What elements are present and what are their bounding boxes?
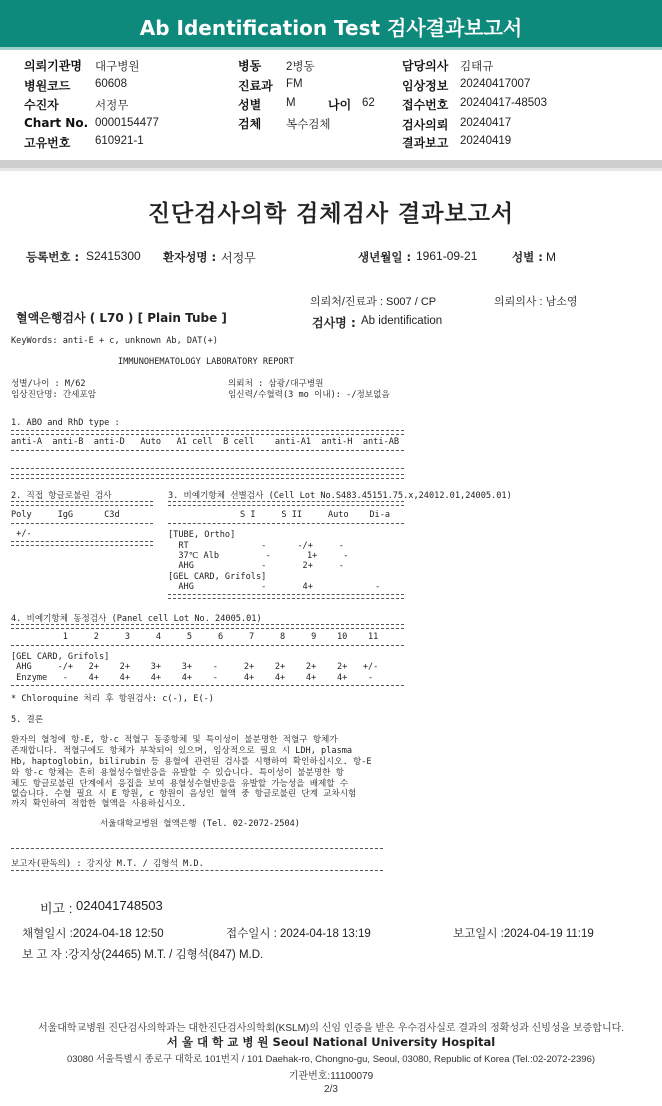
info-label: 병원코드 <box>24 79 71 93</box>
patient-value: 서정무 <box>221 251 256 265</box>
sex-label: 성별 : <box>512 250 543 264</box>
hospital-address: 03080 서울특별시 종로구 대학로 101번지 / 101 Daehak-ro, Chongno-gu, Seoul, 03080, Republic of Korea (Tel.:02-2072-2396) <box>66 1054 596 1065</box>
info-value: 김태규 <box>460 61 494 73</box>
section-conclusion: 5. 결론 <box>11 715 44 725</box>
info-label: 검체 <box>238 117 262 131</box>
birth-label: 생년월일 : <box>358 250 412 264</box>
conclusion-line: 존재합니다. 적혈구에도 항체가 부착되어 있으며, 임상적으로 필요 시 LDH, plasma <box>11 746 353 756</box>
info-label: 진료과 <box>238 79 273 93</box>
double-rule <box>11 430 404 435</box>
reg-label: 등록번호 : <box>26 250 80 264</box>
screen-row: AHG - 2+ - <box>168 561 344 571</box>
sex-age: 성별/나이 : M/62 <box>11 379 86 389</box>
header-divider <box>0 47 662 50</box>
info-value: 20240417 <box>460 117 512 129</box>
panel-columns: 1 2 3 4 5 6 7 8 9 10 11 <box>11 632 379 642</box>
section-dat: 2. 직접 항글로불린 검사 <box>11 491 112 501</box>
note-label: 비고 : <box>40 901 73 916</box>
screen-row: RT - -/+ - <box>168 541 344 551</box>
reporter-line: 보고자(판독의) : 강지상 M.T. / 김형석 M.D. <box>11 859 204 869</box>
abo-columns: anti-A anti-B anti-D Auto A1 cell B cell anti-A1 anti-H anti-AB <box>11 437 400 447</box>
rule <box>11 468 404 469</box>
screen-row: AHG - 4+ - <box>168 582 381 592</box>
panel-row: Enzyme - 4+ 4+ 4+ 4+ - 4+ 4+ 4+ 4+ - <box>11 673 374 683</box>
double-rule <box>168 501 404 506</box>
info-value: 서정무 <box>95 100 129 112</box>
conclusion-line: 체도 항글로불린 단계에서 응집을 보여 용혈성수혈반응을 유발할 가능성을 배제할 수 <box>11 779 349 789</box>
page-number: 2/3 <box>324 1084 338 1095</box>
info-label: 나이 <box>328 98 352 112</box>
patient-label: 환자성명 : <box>163 250 217 264</box>
info-label: 의뢰기관명 <box>24 59 82 73</box>
info-value: FM <box>286 78 303 90</box>
lab-title: IMMUNOHEMATOLOGY LABORATORY REPORT <box>118 357 294 367</box>
certification-note: 서울대학교병원 진단검사의학과는 대한진단검사의학회(KSLM)의 신임 인증을 받은 우수검사실로 결과의 정확성과 신빙성을 보증합니다. <box>37 1023 625 1034</box>
rule <box>11 870 383 871</box>
info-value: 0000154477 <box>95 117 159 129</box>
rule <box>11 848 383 849</box>
birth-value: 1961-09-21 <box>416 249 478 263</box>
info-value: 2병동 <box>286 61 315 73</box>
info-value: 62 <box>362 97 375 109</box>
info-label: Chart No. <box>24 116 89 130</box>
info-label: 결과보고 <box>402 136 449 150</box>
section-screen: 3. 비예기항체 선별검사 (Cell Lot No.S483.45151.75.x,24012.01,24005.01) <box>168 491 512 501</box>
panel-note: * Chloroquine 처리 후 항원검사: c(-), E(-) <box>11 694 214 704</box>
test-name-label: 검사명 : <box>312 316 356 330</box>
screen-columns: S I S II Auto Di-a <box>240 510 391 520</box>
collect-time: 채혈일시 :2024-04-18 12:50 <box>22 928 164 940</box>
section-separator-shadow <box>0 168 662 171</box>
conclusion-line: 까지 확인하여 적합한 혈액을 사용하십시오. <box>11 799 187 809</box>
info-label: 병동 <box>238 59 262 73</box>
rule <box>11 523 153 524</box>
section-panel: 4. 비예기항체 동정검사 (Panel cell Lot No. 24005.01) <box>11 614 262 624</box>
receive-time: 접수일시 : 2024-04-18 13:19 <box>226 928 371 940</box>
dat-value: +/- <box>11 529 32 539</box>
dat-columns: Poly IgG C3d <box>11 510 120 520</box>
info-value: 20240419 <box>460 135 512 147</box>
info-label: 성별 <box>238 98 262 112</box>
panel-row: [GEL CARD, Grifols] <box>11 652 110 662</box>
info-value: 60608 <box>95 78 127 90</box>
requester: 의뢰처 : 삼광/대구병원 <box>228 379 324 389</box>
section-abo: 1. ABO and RhD type : <box>11 418 120 428</box>
document-title: 진단검사의학 검체검사 결과보고서 <box>147 201 515 227</box>
conclusion-line: Hb, haptoglobin, bilirubin 등 용혈에 관련된 검사를 시행하여 확인하십시오. 항-E <box>11 757 372 767</box>
double-rule <box>168 594 404 599</box>
sex-value: M <box>546 250 556 264</box>
screen-row: [TUBE, Ortho] <box>168 530 236 540</box>
info-label: 담당의사 <box>402 59 449 73</box>
test-title: 혈액은행검사 ( L70 ) [ Plain Tube ] <box>16 311 227 325</box>
section-separator <box>0 160 662 168</box>
info-label: 고유번호 <box>24 136 71 150</box>
report-title: Ab Identification Test 검사결과보고서 <box>139 16 523 40</box>
institution-number: 기관번호:11100079 <box>288 1071 374 1082</box>
screen-row: [GEL CARD, Grifols] <box>168 572 267 582</box>
rule <box>168 523 404 524</box>
info-label: 접수번호 <box>402 98 449 112</box>
keywords: KeyWords: anti-E + c, unknown Ab, DAT(+) <box>11 336 218 346</box>
reg-value: S2415300 <box>86 249 141 263</box>
hospital-name: 서 울 대 학 교 병 원 Seoul National University Hospital <box>166 1035 496 1049</box>
report-time: 보고일시 :2024-04-19 11:19 <box>453 928 594 940</box>
conclusion-line: 없습니다. 수혈 필요 시 E 항원, c 항원이 음성인 혈액 중 항글로불린 단계 교차시험 <box>11 789 357 799</box>
conclusion-line: 환자의 혈청에 항-E, 항-c 적혈구 동종항체 및 특이성이 불분명한 적혈구 항체가 <box>11 735 338 745</box>
note-value: 024041748503 <box>76 898 163 913</box>
info-value: 20240417007 <box>460 78 531 90</box>
double-rule <box>11 501 153 506</box>
info-value: 복수검체 <box>286 119 331 131</box>
double-rule <box>11 474 404 479</box>
blood-bank-contact: 서울대학교병원 혈액은행 (Tel. 02-2072-2504) <box>100 819 300 829</box>
double-rule <box>11 541 153 546</box>
rule <box>11 450 404 451</box>
doctor-info: 의뢰의사 : 남소영 <box>494 296 578 308</box>
rule <box>11 645 404 646</box>
info-value: 20240417-48503 <box>460 97 547 109</box>
double-rule <box>11 624 404 629</box>
info-label: 임상정보 <box>402 79 449 93</box>
dept-info: 의뢰처/진료과 : S007 / CP <box>310 296 437 308</box>
footer-reporter: 보 고 자 :강지상(24465) M.T. / 김형석(847) M.D. <box>22 949 264 961</box>
conclusion-line: 와 항-c 항체는 흔히 용혈성수혈반응을 유발할 수 있습니다. 특이성이 불분명한 항 <box>11 768 344 778</box>
pregnancy-transfusion: 임신력/수혈력(3 mo 이내): -/정보없음 <box>228 390 390 400</box>
rule <box>11 685 404 686</box>
clinical-diagnosis: 임상진단명: 간세포암 <box>11 390 97 400</box>
test-name-value: Ab identification <box>361 315 443 327</box>
screen-row: 37℃ Alb - 1+ - <box>168 551 349 561</box>
info-value: M <box>286 97 296 109</box>
info-value: 610921-1 <box>95 135 144 147</box>
info-label: 검사의뢰 <box>402 118 449 132</box>
panel-row: AHG -/+ 2+ 2+ 3+ 3+ - 2+ 2+ 2+ 2+ +/- <box>11 662 379 672</box>
info-label: 수진자 <box>24 98 59 112</box>
info-value: 대구병원 <box>95 61 140 73</box>
